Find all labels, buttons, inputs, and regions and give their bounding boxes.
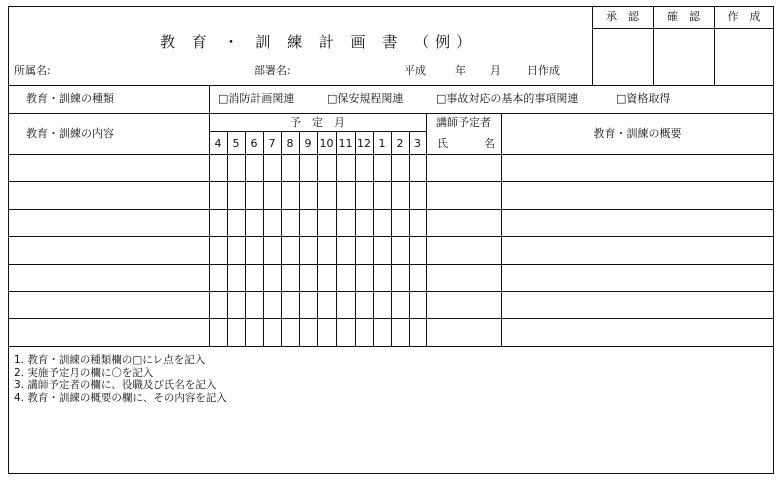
month-column-line [317, 131, 318, 346]
table-row [8, 291, 774, 292]
table-row [8, 181, 774, 182]
table-bottom-line [8, 346, 774, 347]
type-option-qualification[interactable]: □資格取得 [616, 92, 671, 105]
month-header: 4 [214, 137, 222, 150]
month-header: 8 [286, 137, 294, 150]
page-title: 教 育 ・ 訓 練 計 画 書 （例） [160, 33, 478, 51]
note-item: 3. 講師予定者の欄に、役職及び氏名を記入 [14, 379, 217, 392]
date-year: 年 [455, 64, 466, 77]
month-header: 9 [304, 137, 312, 150]
types-divider [209, 85, 210, 113]
month-header: 10 [319, 137, 334, 150]
type-option-fire-plan[interactable]: □消防計画関連 [218, 92, 295, 105]
month-header: 3 [414, 137, 421, 150]
month-column-line [391, 131, 392, 346]
month-header: 2 [396, 137, 404, 150]
approval-label-confirm: 確 認 [667, 10, 700, 23]
month-header: 6 [250, 137, 258, 150]
month-header: 12 [357, 137, 371, 150]
department-label: 部署名: [254, 64, 291, 77]
training-type-label: 教育・訓練の種類 [26, 92, 114, 105]
types-bottom-line [8, 113, 774, 114]
month-column-line [409, 131, 410, 346]
month-column-line [336, 131, 337, 346]
month-header: 1 [378, 137, 386, 150]
instructor-name-left: 氏 [437, 137, 448, 150]
table-row [8, 264, 774, 265]
approval-label-create: 作 成 [727, 10, 761, 23]
notes [14, 354, 227, 404]
note-item: 2. 実施予定月の欄に〇を記入 [14, 366, 154, 379]
date-month: 月 [490, 64, 501, 77]
month-column-line [281, 131, 282, 346]
month-column-line [227, 131, 228, 346]
note-item: 1. 教育・訓練の種類欄の□にレ点を記入 [14, 354, 206, 366]
content-header: 教育・訓練の内容 [26, 127, 114, 140]
schedule-header: 予 定 月 [290, 116, 345, 129]
month-column-line [355, 131, 356, 346]
date-created: 日作成 [527, 64, 560, 77]
month-header: 5 [232, 137, 240, 150]
note-item: 4. 教育・訓練の概要の欄に、その内容を記入 [14, 391, 227, 404]
table-row [8, 209, 774, 210]
table-row [8, 154, 774, 155]
table-row [8, 236, 774, 237]
type-option-accident-basics[interactable]: □事故対応の基本的事項関連 [436, 92, 579, 105]
instructor-name-right: 名 [484, 137, 495, 150]
table-row [8, 318, 774, 319]
month-column-line [299, 131, 300, 346]
month-column-line [245, 131, 246, 346]
schedule-divider [426, 113, 427, 346]
approval-header-line [592, 28, 774, 29]
affiliation-label: 所属名: [14, 64, 51, 77]
date-era: 平成 [404, 64, 426, 77]
instructor-header: 講師予定者 [436, 116, 491, 129]
header-bottom-line [8, 85, 774, 86]
month-column-line [263, 131, 264, 346]
month-column-line [373, 131, 374, 346]
month-header: 7 [268, 137, 276, 150]
type-option-safety-rules[interactable]: □保安規程関連 [327, 92, 404, 105]
month-header: 11 [338, 137, 353, 150]
content-divider [209, 113, 210, 346]
approval-label-approve: 承 認 [606, 10, 639, 23]
summary-header: 教育・訓練の概要 [593, 127, 682, 140]
instructor-divider [501, 113, 502, 346]
